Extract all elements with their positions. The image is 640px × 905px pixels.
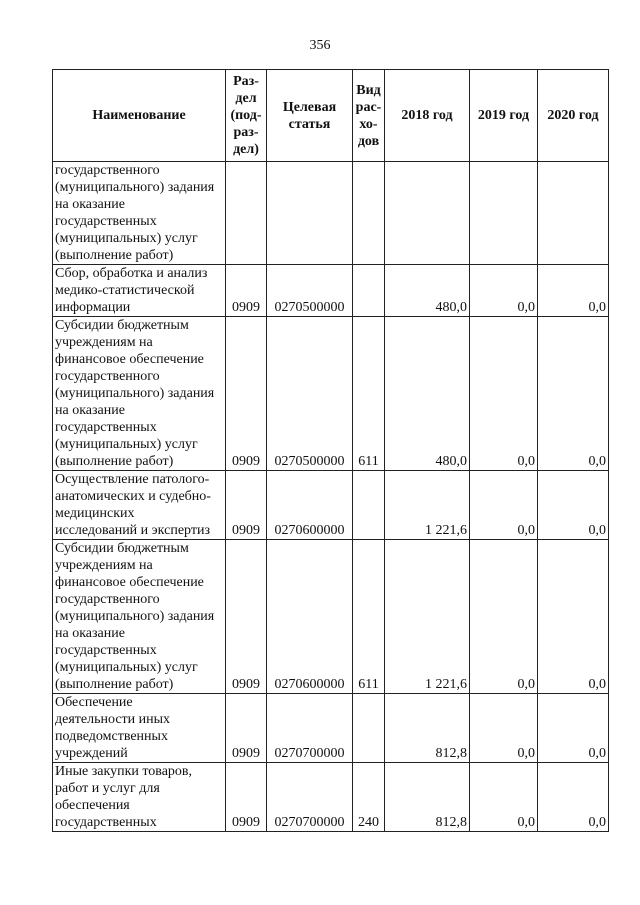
- row-target: 0270600000: [267, 471, 353, 540]
- row-name: Иные закупки товаров, работ и услуг для обеспечения государственных: [53, 763, 226, 832]
- header-2019: 2019 год: [470, 70, 538, 162]
- row-2020: 0,0: [538, 540, 609, 694]
- row-2019: 0,0: [470, 694, 538, 763]
- row-section: 0909: [226, 265, 267, 317]
- header-2020: 2020 год: [538, 70, 609, 162]
- table-row: [53, 471, 609, 540]
- row-expense-type: 611: [353, 317, 385, 471]
- row-2018: [385, 162, 470, 265]
- row-2019: 0,0: [470, 471, 538, 540]
- row-2020: [538, 162, 609, 265]
- row-name: Субсидии бюджетным учреждениям на финансовое обеспечение государственного (муниципального) задания на оказание государственных (муниципальных) услуг (выполнение работ): [53, 540, 226, 694]
- row-target: 0270500000: [267, 317, 353, 471]
- row-2019: [470, 162, 538, 265]
- header-section: Раз- дел (под- раз- дел): [226, 70, 267, 162]
- row-section: 0909: [226, 694, 267, 763]
- table-row: [53, 540, 609, 694]
- row-2018: 1 221,6: [385, 540, 470, 694]
- row-2018: 480,0: [385, 317, 470, 471]
- row-expense-type: 611: [353, 540, 385, 694]
- row-2019: 0,0: [470, 763, 538, 832]
- row-expense-type: [353, 162, 385, 265]
- row-name: Сбор, обработка и анализ медико-статистической информации: [53, 265, 226, 317]
- row-name: Обеспечение деятельности иных подведомственных учреждений: [53, 694, 226, 763]
- table-row: [53, 317, 609, 471]
- row-section: 0909: [226, 471, 267, 540]
- row-2019: 0,0: [470, 540, 538, 694]
- row-2019: 0,0: [470, 265, 538, 317]
- table-row: [53, 763, 609, 832]
- row-2020: 0,0: [538, 265, 609, 317]
- row-section: 0909: [226, 317, 267, 471]
- table-row: [53, 694, 609, 763]
- row-2018: 812,8: [385, 763, 470, 832]
- row-section: [226, 162, 267, 265]
- row-target: 0270700000: [267, 763, 353, 832]
- row-section: 0909: [226, 540, 267, 694]
- row-expense-type: [353, 265, 385, 317]
- row-2018: 812,8: [385, 694, 470, 763]
- row-2020: 0,0: [538, 694, 609, 763]
- row-2019: 0,0: [470, 317, 538, 471]
- row-expense-type: 240: [353, 763, 385, 832]
- row-target: 0270600000: [267, 540, 353, 694]
- row-section: 0909: [226, 763, 267, 832]
- row-target: 0270500000: [267, 265, 353, 317]
- header-expense-type: Вид рас- хо- дов: [353, 70, 385, 162]
- header-name: Наименование: [53, 70, 226, 162]
- table-row: [53, 162, 609, 265]
- row-expense-type: [353, 694, 385, 763]
- table-row: [53, 265, 609, 317]
- row-name: государственного (муниципального) задания на оказание государственных (муниципальных) услуг (выполнение работ): [53, 162, 226, 265]
- row-2020: 0,0: [538, 763, 609, 832]
- row-name: Субсидии бюджетным учреждениям на финансовое обеспечение государственного (муниципального) задания на оказание государственных (муниципальных) услуг (выполнение работ): [53, 317, 226, 471]
- page-number: 356: [309, 38, 331, 53]
- header-target: Целевая статья: [267, 70, 353, 162]
- row-2018: 480,0: [385, 265, 470, 317]
- row-2020: 0,0: [538, 471, 609, 540]
- row-2018: 1 221,6: [385, 471, 470, 540]
- row-name: Осуществление патолого- анатомических и судебно- медицинских исследований и экспертиз: [53, 471, 226, 540]
- budget-table: [52, 69, 609, 832]
- header-2018: 2018 год: [385, 70, 470, 162]
- table-header-row: [53, 70, 609, 162]
- row-target: [267, 162, 353, 265]
- row-expense-type: [353, 471, 385, 540]
- row-target: 0270700000: [267, 694, 353, 763]
- row-2020: 0,0: [538, 317, 609, 471]
